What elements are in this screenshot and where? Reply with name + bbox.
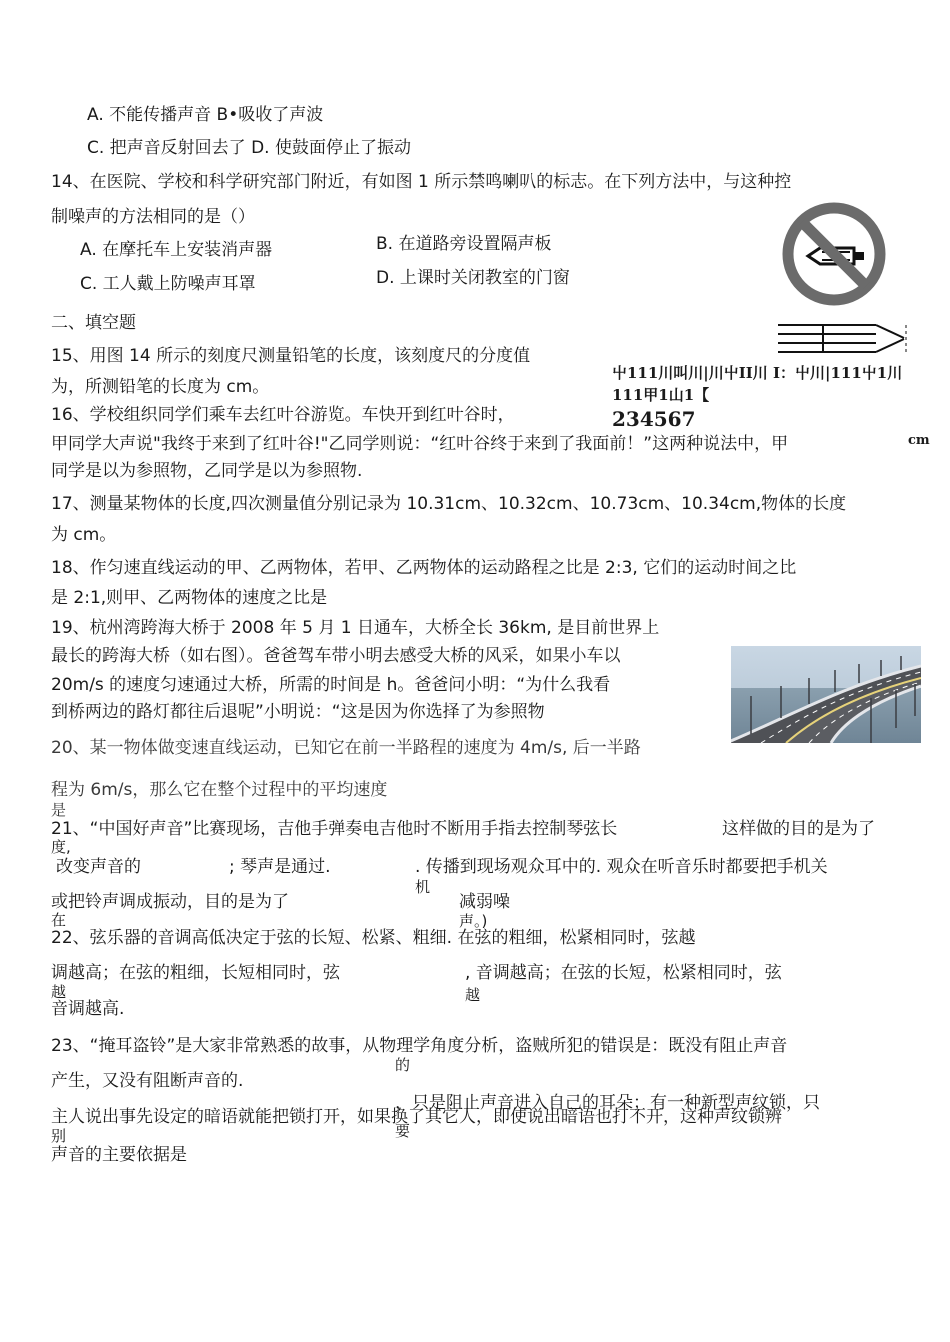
bridge-photo [731, 646, 921, 743]
q16-line2: 甲同学大声说"我终于来到了红叶谷!"乙同学则说：“红叶谷终于来到了我面前！”这两种说法中，甲 [51, 434, 789, 454]
q21-part6: . 传播到现场观众耳中的. 观众在听音乐时都要把手机关 [415, 857, 828, 877]
q23-part7: 别 [51, 1127, 67, 1145]
ruler-numbers: 234567 [612, 407, 696, 431]
q23-part8: 声音的主要依据是 [51, 1145, 187, 1165]
q21-part8: 或把铃声调成振动，目的是为了 [51, 892, 289, 912]
q23-part1: 23、“掩耳盗铃”是大家非常熟悉的故事，从物理学角度分析，盗贼所犯的错误是：既没有阻止声音 [51, 1036, 788, 1056]
q21-part1: 21、“中国好声音”比赛现场，吉他手弹奏电吉他时不断用手指去控制琴弦长 [51, 819, 618, 839]
q21-part5: ; 琴声是通过. [229, 857, 331, 877]
q19-line4: 到桥两边的路灯都往后退呢”小明说：“这是因为你选择了为参照物 [51, 702, 545, 722]
q23-part4: ，只是阻止声音进入自己的耳朵；有一种新型声纹锁，只 [395, 1093, 820, 1113]
q19-line3: 20m/s 的速度匀速通过大桥，所需的时间是 h。爸爸问小明：“为什么我看 [51, 675, 611, 695]
q22-part3: 越 [51, 983, 67, 1001]
q16-line1: 16、学校组织同学们乘车去红叶谷游览。车快开到红叶谷时， [51, 405, 515, 425]
q18-line1: 18、作匀速直线运动的甲、乙两物体，若甲、乙两物体的运动路程之比是 2:3, 它们的运动时间之比 [51, 558, 797, 578]
pencil-figure [776, 321, 910, 361]
q22-part5: 越 [465, 986, 481, 1004]
q17-line1: 17、测量某物体的长度,四次测量值分别记录为 10.31cm、10.32cm、10.73cm、10.34cm,物体的长度 [51, 494, 847, 514]
q23-part3: 产生，又没有阻断声音的. [51, 1071, 244, 1091]
q22-part1: 22、弦乐器的音调高低决定于弦的长短、松紧、粗细. 在弦的粗细，松紧相同时，弦越 [51, 928, 696, 948]
q14-option-b: B. 在道路旁设置隔声板 [376, 234, 552, 254]
q22-part4: , 音调越高；在弦的长短，松紧相同时，弦 [465, 963, 782, 983]
q13-options-cd: C. 把声音反射回去了 D. 使鼓面停止了振动 [87, 138, 411, 158]
q14-option-d: D. 上课时关闭教室的门窗 [376, 268, 570, 288]
q22-part2: 调越高；在弦的粗细，长短相同时，弦 [51, 963, 340, 983]
q19-line1: 19、杭州湾跨海大桥于 2008 年 5 月 1 日通车，大桥全长 36km, 是目前世界上 [51, 618, 660, 638]
q23-part2: 的 [395, 1056, 411, 1074]
q22-part6: 音调越高. [51, 999, 125, 1019]
ruler-unit: cm [908, 433, 930, 448]
q18-line2: 是 2:1,则甲、乙两物体的速度之比是 [51, 588, 328, 608]
q21-part2: 这样做的目的是为了 [722, 819, 875, 839]
q23-part5: 主人说出事先设定的暗语就能把锁打开，如果换了其它人，即使说出暗语也打不开，这种声纹锁辨 [51, 1107, 782, 1127]
q23-part6: 要 [395, 1122, 411, 1140]
q21-part9: 减弱噪 [459, 892, 510, 912]
q21-part10: 在 [51, 911, 67, 929]
q15-line2: 为，所测铅笔的长度为 cm。 [51, 377, 270, 397]
q20-line2: 程为 6m/s，那么它在整个过程中的平均速度 [51, 780, 388, 800]
no-horn-sign-icon [778, 201, 890, 307]
q19-line2: 最长的跨海大桥（如右图）。爸爸驾车带小明去感受大桥的风采，如果小车以 [51, 646, 621, 666]
q16-line3: 同学是以为参照物，乙同学是以为参照物. [51, 461, 363, 481]
q14-option-a: A. 在摩托车上安装消声器 [80, 240, 273, 260]
q21-part11: 声。) [459, 912, 488, 930]
q21-part7: 机 [415, 878, 431, 896]
q14-option-c: C. 工人戴上防噪声耳罩 [80, 274, 256, 294]
q14-stem-line2: 制噪声的方法相同的是（） [51, 207, 255, 227]
ruler-scale-line2: 111甲1山1【 [612, 386, 710, 404]
q21-part4: 改变声音的 [56, 857, 141, 877]
q13-options-ab: A. 不能传播声音 B•吸收了声波 [87, 105, 324, 125]
ruler-scale-line1: 屮111川叫川|川屮II川 I：屮川|111屮1川 [612, 364, 903, 382]
q20-line1: 20、某一物体做变速直线运动，已知它在前一半路程的速度为 4m/s, 后一半路 [51, 738, 641, 758]
q20-line3: 是 [51, 801, 67, 819]
q17-line2: 为 cm。 [51, 525, 117, 545]
q15-line1: 15、用图 14 所示的刻度尺测量铅笔的长度，该刻度尺的分度值 [51, 346, 531, 366]
q21-part3: 度, [51, 838, 71, 856]
q14-stem-line1: 14、在医院、学校和科学研究部门附近，有如图 1 所示禁鸣喇叭的标志。在下列方法中，与这种控 [51, 172, 792, 192]
section-title-fill-blank: 二、填空题 [51, 313, 136, 333]
